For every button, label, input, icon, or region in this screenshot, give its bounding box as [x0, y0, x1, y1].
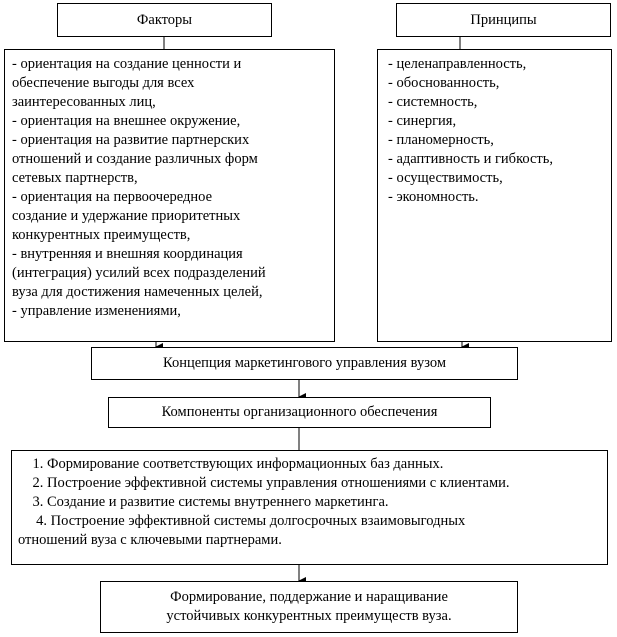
principles-item: - целенаправленность, [388, 56, 527, 72]
result-line: устойчивых конкурентных преимуществ вуза. [166, 608, 452, 624]
factors-line: обеспечение выгоды для всех [12, 75, 195, 91]
components-label: Компоненты организационного обеспечения [161, 404, 438, 420]
result-line: Формирование, поддержание и наращивание [170, 589, 448, 605]
factors-line: - ориентация на создание ценности и [12, 56, 242, 72]
factors-list-box [4, 49, 335, 342]
factors-line: - ориентация на внешнее окружение, [12, 113, 241, 129]
factors-line: заинтересованных лиц, [12, 94, 156, 110]
result-box [100, 581, 518, 633]
principles-item: - синергия, [388, 113, 457, 129]
principles-item: - системность, [388, 94, 478, 110]
principles-item: - адаптивность и гибкость, [388, 151, 553, 167]
components-box [108, 397, 491, 428]
principles-item: - осуществимость, [388, 170, 503, 186]
principles-title-box [396, 3, 611, 37]
factors-line: создание и удержание приоритетных [12, 208, 241, 224]
step-line: 1. Формирование соответствующих информационных баз данных. [18, 456, 444, 472]
factors-title: Факторы [136, 11, 193, 28]
factors-line: - управление изменениями, [12, 303, 181, 319]
factors-line: сетевых партнерств, [12, 170, 138, 186]
factors-title-box [57, 3, 272, 37]
step-line: отношений вуза с ключевыми партнерами. [18, 532, 282, 548]
factors-line: конкурентных преимуществ, [12, 227, 191, 243]
concept-box [91, 347, 518, 380]
principles-item: - планомерность, [388, 132, 494, 148]
principles-item: - экономность. [388, 189, 479, 205]
factors-line: вуза для достижения намеченных целей, [12, 284, 263, 300]
factors-line: отношений и создание различных форм [12, 151, 258, 167]
step-line: 3. Создание и развитие системы внутреннего маркетинга. [18, 494, 389, 510]
factors-line: (интеграция) усилий всех подразделений [12, 265, 266, 281]
concept-label: Концепция маркетингового управления вузом [163, 355, 446, 371]
step-line: 4. Построение эффективной системы долгосрочных взаимовыгодных [18, 513, 466, 529]
principles-title: Принципы [470, 11, 537, 28]
factors-line: - внутренняя и внешняя координация [12, 246, 243, 262]
principles-list-box [377, 49, 612, 342]
factors-line: - ориентация на первоочередное [12, 189, 213, 205]
step-line: 2. Построение эффективной системы управления отношениями с клиентами. [18, 475, 510, 491]
principles-item: - обоснованность, [388, 75, 500, 91]
steps-box [11, 450, 608, 565]
factors-line: - ориентация на развитие партнерских [12, 132, 250, 148]
